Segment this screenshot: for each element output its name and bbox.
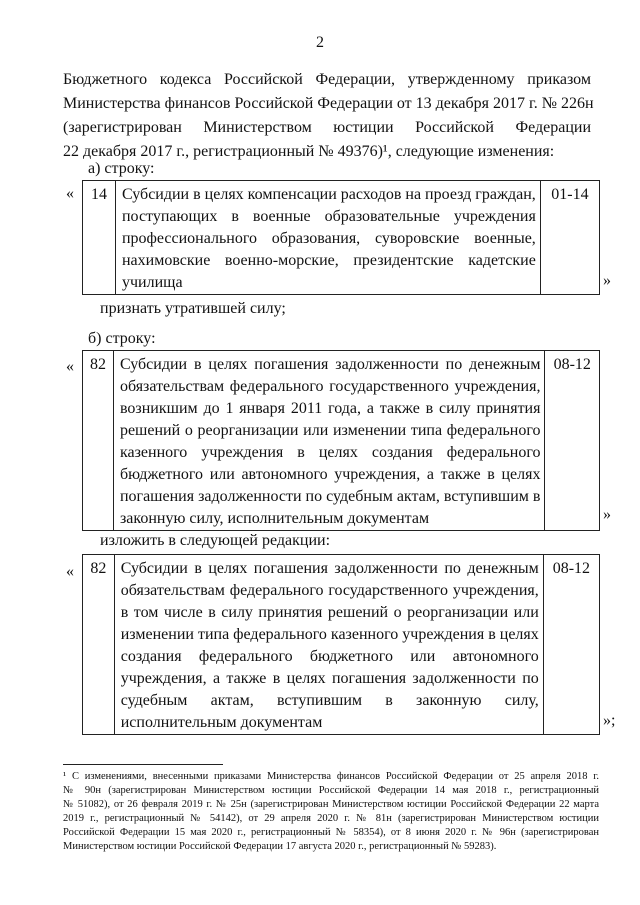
footnote-line: Российской Федерации 15 мая 2020 г., регистрационный № 58354), от 8 июня 2020 г. № 96н (зарегистрирован <box>63 827 599 838</box>
item-new-line: Субсидии в целях погашения задолженности по денежным <box>120 560 539 577</box>
item-new-line: создания федерального бюджетного или автономного <box>120 648 539 665</box>
item-b-quote-close: » <box>603 506 611 523</box>
item-new-text <box>114 555 543 735</box>
item-new-line: обязательствам федерального государственного учреждения, <box>120 582 539 599</box>
page-number: 2 <box>316 34 324 51</box>
item-b-action: изложить в следующей редакции: <box>100 532 331 549</box>
item-a-quote-open: « <box>66 185 74 202</box>
item-b-number: 82 <box>83 351 114 531</box>
item-a-line: профессионального образования, суворовские военные, <box>121 230 536 247</box>
table-row <box>83 351 600 531</box>
footnote-line: № 51082), от 26 февраля 2019 г. № 25н (зарегистрирован Министерством юстиции Российской Федерации 22 марта <box>63 799 599 810</box>
item-a-action: признать утратившей силу; <box>100 300 286 317</box>
item-new-line: судебным актам, вступившим в законную силу, <box>120 692 539 709</box>
item-new-line: исполнительным документам <box>120 714 323 731</box>
item-b-line: обязательствам федерального государственного учреждения, <box>119 378 541 395</box>
item-new-line: учреждения, а также в целях погашения задолженности по <box>120 670 539 687</box>
item-b-line: Субсидии в целях погашения задолженности по денежным <box>119 356 541 373</box>
item-a-line: Субсидии в целях компенсации расходов на проезд граждан, <box>121 186 536 203</box>
item-new-code: 08-12 <box>543 555 599 735</box>
item-b-line: казенного учреждения в целях создания федерального <box>119 444 541 461</box>
intro-line: Бюджетного кодекса Российской Федерации, утвержденному приказом <box>63 71 591 88</box>
item-a-table <box>82 180 600 295</box>
footnote-line: 2019 г., регистрационный № 54142), от 29 апреля 2020 г. № 81н (зарегистрирован Министерством юстиции <box>63 813 599 824</box>
item-b-line: решений о реорганизации или изменении типа федерального <box>119 422 541 439</box>
item-a-code: 01-14 <box>540 181 599 295</box>
item-b-quote-open: « <box>66 358 74 375</box>
footnote-divider <box>63 764 223 765</box>
item-a-text <box>115 181 540 295</box>
table-row <box>83 181 600 295</box>
item-b-line: законную силу, исполнительным документам <box>119 510 430 527</box>
item-new-number: 82 <box>83 555 115 735</box>
item-b-line: бюджетного или автономного учреждения, а также в целях <box>119 466 541 483</box>
footnote-line: Министерством юстиции Российской Федерации 17 августа 2020 г., регистрационный № 59283). <box>63 841 497 852</box>
intro-paragraph <box>63 68 594 164</box>
item-a-quote-close: » <box>603 272 611 289</box>
item-b-line: возникшим до 1 января 2011 года, а также в силу принятия <box>119 400 541 417</box>
footnote-line: № 90н (зарегистрирован Министерством юстиции Российской Федерации 14 мая 2018 г., регистрационный <box>63 785 599 796</box>
item-a-line: поступающих в военные образовательные учреждения <box>121 208 536 225</box>
item-new-quote-close: »; <box>603 712 616 729</box>
footnote <box>63 770 599 854</box>
item-new-quote-open: « <box>66 563 74 580</box>
item-b-label: б) строку: <box>88 330 156 347</box>
item-new-line: изменении типа федерального казенного учреждения в целях <box>120 626 539 643</box>
item-b-line: погашения задолженности по судебным актам, вступившим в <box>119 488 541 505</box>
item-b-code: 08-12 <box>545 351 600 531</box>
item-new-table <box>82 554 600 735</box>
intro-line: Министерства финансов Российской Федерации от 13 декабря 2017 г. № 226н <box>63 95 594 112</box>
footnote-line: ¹ С изменениями, внесенными приказами Министерства финансов Российской Федерации от 25 апреля 2018 г. <box>63 771 599 782</box>
item-new-line: в том числе в силу принятия решений о реорганизации или <box>120 604 539 621</box>
intro-line: 22 декабря 2017 г., регистрационный № 49376)¹, следующие изменения: <box>63 143 555 160</box>
item-b-text <box>113 351 545 531</box>
item-a-label: а) строку: <box>88 160 155 177</box>
intro-line: (зарегистрирован Министерством юстиции Российской Федерации <box>63 119 591 136</box>
item-b-table <box>82 350 600 531</box>
item-a-line: нахимовские военно-морские, президентские кадетские <box>121 252 536 269</box>
item-a-line: училища <box>121 274 183 291</box>
table-row <box>83 555 600 735</box>
item-a-number: 14 <box>83 181 116 295</box>
